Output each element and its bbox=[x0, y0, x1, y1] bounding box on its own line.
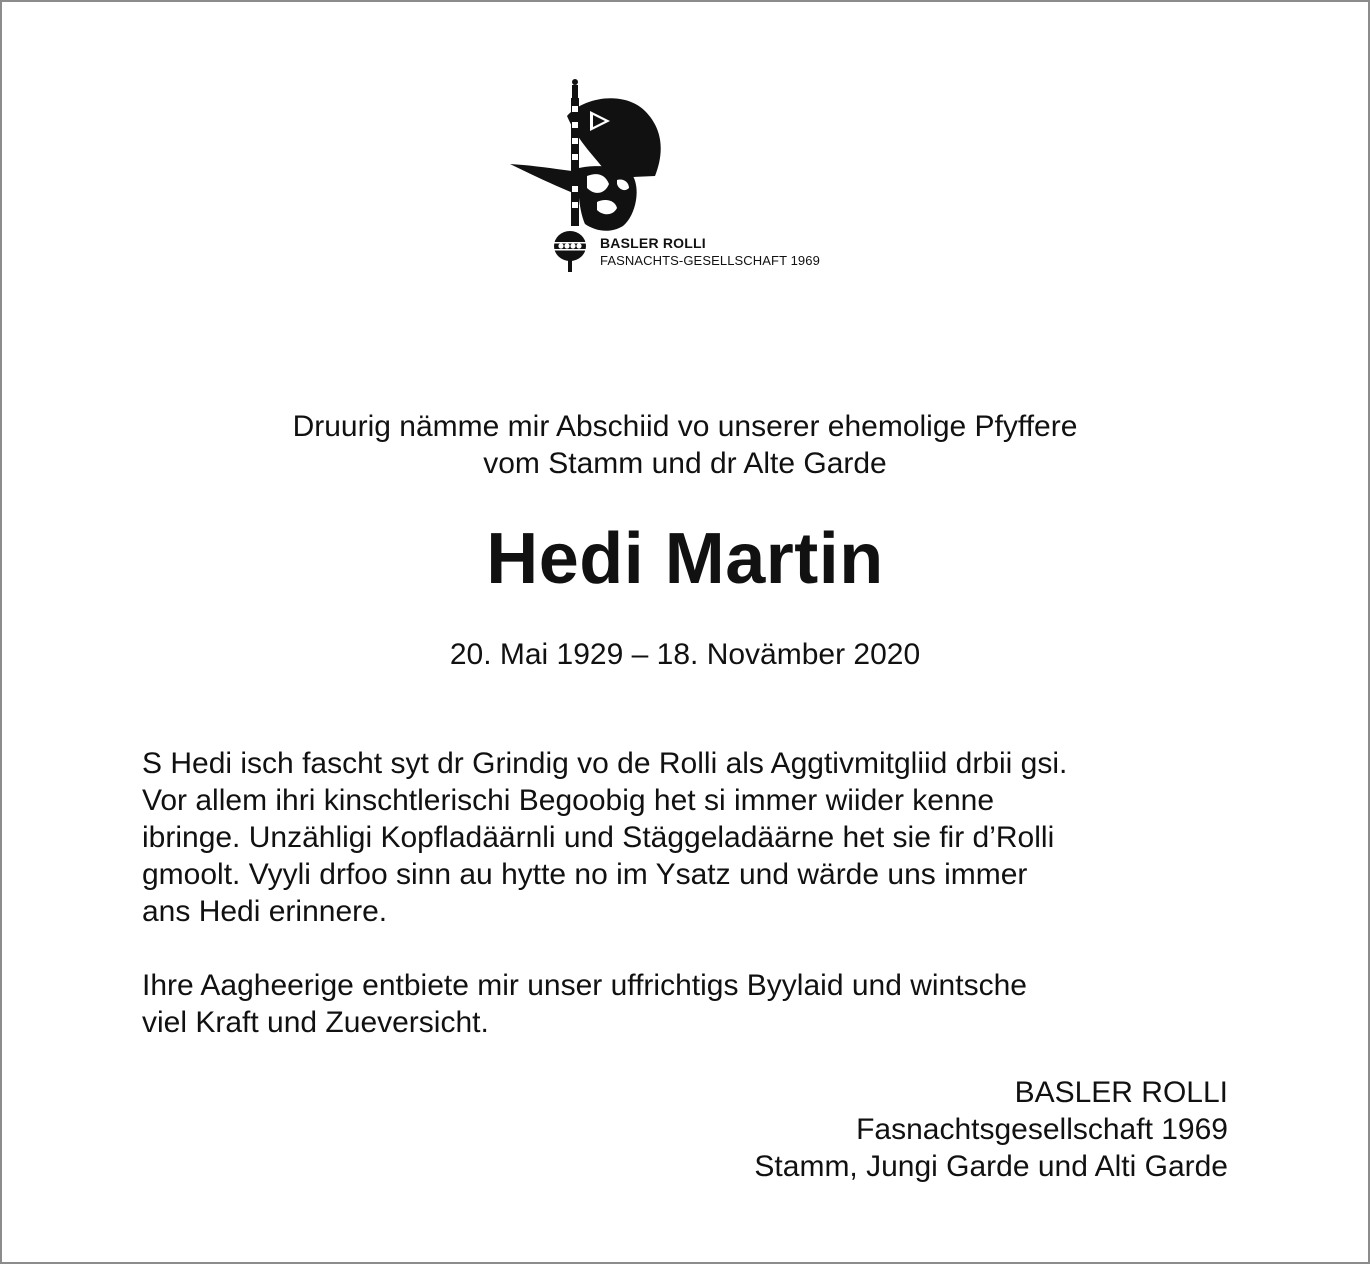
logo-text bbox=[600, 236, 820, 269]
intro-line: Druurig nämme mir Abschiid vo unserer ehemolige Pfyffere bbox=[292, 410, 1078, 443]
intro-line: vom Stamm und dr Alte Garde bbox=[483, 447, 887, 480]
signature-line: Fasnachtsgesellschaft 1969 bbox=[856, 1113, 1228, 1146]
tribute-paragraph bbox=[142, 745, 1242, 930]
signature-block bbox=[754, 1074, 1228, 1185]
tribute-line: S Hedi isch fascht syt dr Grindig vo de Rolli als Aggtivmitgliid drbii gsi. bbox=[142, 747, 1068, 780]
signature-line: Stamm, Jungi Garde und Alti Garde bbox=[754, 1150, 1228, 1183]
tribute-line: viel Kraft und Zueversicht. bbox=[142, 1006, 489, 1039]
logo-club-subtitle: FASNACHTS-GESELLSCHAFT 1969 bbox=[600, 253, 820, 269]
tribute-line: Vor allem ihri kinschtlerischi Begoobig het si immer wiider kenne bbox=[142, 784, 995, 817]
intro-text bbox=[0, 408, 1370, 482]
logo-club-name: BASLER ROLLI bbox=[600, 235, 706, 251]
tribute-line: ibringe. Unzähligi Kopfladäärnli und Stäggeladäärne het sie fir d’Rolli bbox=[142, 821, 1055, 854]
club-logo bbox=[505, 76, 875, 281]
tribute-paragraph bbox=[142, 967, 1242, 1041]
life-dates: 20. Mai 1929 – 18. Novämber 2020 bbox=[449, 638, 921, 671]
tribute-line: gmoolt. Vyyli drfoo sinn au hytte no im Ysatz und wärde uns immer bbox=[142, 858, 1028, 891]
signature-line: BASLER ROLLI bbox=[1014, 1076, 1228, 1109]
tribute-line: Ihre Aagheerige entbiete mir unser uffrichtigs Byylaid und wintsche bbox=[142, 969, 1027, 1002]
deceased-name: Hedi Martin bbox=[486, 519, 884, 599]
tribute-text bbox=[142, 745, 1242, 1078]
tribute-line: ans Hedi erinnere. bbox=[142, 895, 388, 928]
